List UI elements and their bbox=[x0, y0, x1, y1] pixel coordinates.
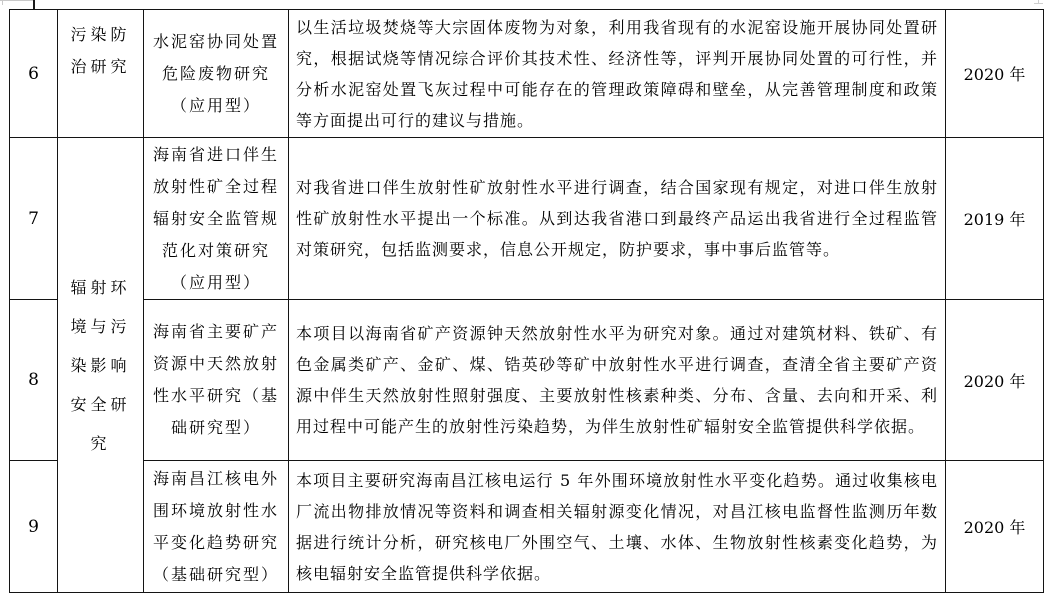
page-edge-artifact bbox=[1034, 3, 1043, 4]
row-number-cell: 9 bbox=[10, 461, 58, 593]
year-cell: 2020 年 bbox=[946, 461, 1044, 593]
project-title-cell: 海南省进口伴生放射性矿全过程辐射安全监管规范化对策研究（应用型） bbox=[144, 138, 289, 300]
row-number-cell: 7 bbox=[10, 138, 58, 300]
page-edge-artifact bbox=[33, 0, 35, 9]
row-number-cell: 8 bbox=[10, 300, 58, 461]
table-row bbox=[10, 461, 1044, 593]
year-cell: 2020 年 bbox=[946, 300, 1044, 461]
project-description-cell: 对我省进口伴生放射性矿放射性水平进行调查，结合国家现有规定，对进口伴生放射性矿放射性水平提出一个标准。从到达我省港口到最终产品运出我省进行全过程监管对策研究，包括监测要求，信息公开规定，防护要求，事中事后监管等。 bbox=[289, 138, 946, 300]
project-title-cell: 海南省主要矿产资源中天然放射性水平研究（基础研究型） bbox=[144, 300, 289, 461]
project-title-cell: 海南昌江核电外围环境放射性水平变化趋势研究（基础研究型） bbox=[144, 461, 289, 593]
page-edge-artifact bbox=[2, 0, 3, 5]
project-description-cell: 本项目主要研究海南昌江核电运行 5 年外围环境放射性水平变化趋势。通过收集核电厂流出物排放情况等资料和调查相关辐射源变化情况，对昌江核电监督性监测历年数据进行统计分析，研究核电厂外围空气、土壤、水体、生物放射性核素变化趋势，为核电辐射安全监管提供科学依据。 bbox=[289, 461, 946, 593]
project-description-cell: 以生活垃圾焚烧等大宗固体废物为对象，利用我省现有的水泥窑设施开展协同处置研究，根据试烧等情况综合评价其技术性、经济性等，评判开展协同处置的可行性，并分析水泥窑处置飞灰过程中可能存在的管理政策障碍和壁垒，从完善管理制度和政策等方面提出可行的建议与措施。 bbox=[289, 10, 946, 138]
row-number-cell: 6 bbox=[10, 10, 58, 138]
year-cell: 2019 年 bbox=[946, 138, 1044, 300]
table-row bbox=[10, 300, 1044, 461]
project-title-cell: 水泥窑协同处置危险废物研究（应用型） bbox=[144, 10, 289, 138]
project-description-cell: 本项目以海南省矿产资源钟天然放射性水平为研究对象。通过对建筑材料、铁矿、有色金属类矿产、金矿、煤、锆英砂等矿中放射性水平进行调查，查清全省主要矿产资源中伴生天然放射性照射强度、主要放射性核素种类、分布、含量、去向和开采、利用过程中可能产生的放射性污染趋势，为伴生放射性矿辐射安全监管提供科学依据。 bbox=[289, 300, 946, 461]
category-cell: 辐射环境与污染影响安全研究 bbox=[58, 138, 144, 593]
page-edge-artifact bbox=[0, 0, 34, 1]
table-row bbox=[10, 10, 1044, 138]
category-cell: 污染防治研究 bbox=[58, 10, 144, 138]
table-row bbox=[10, 138, 1044, 300]
research-projects-table bbox=[9, 9, 1044, 593]
year-cell: 2020 年 bbox=[946, 10, 1044, 138]
